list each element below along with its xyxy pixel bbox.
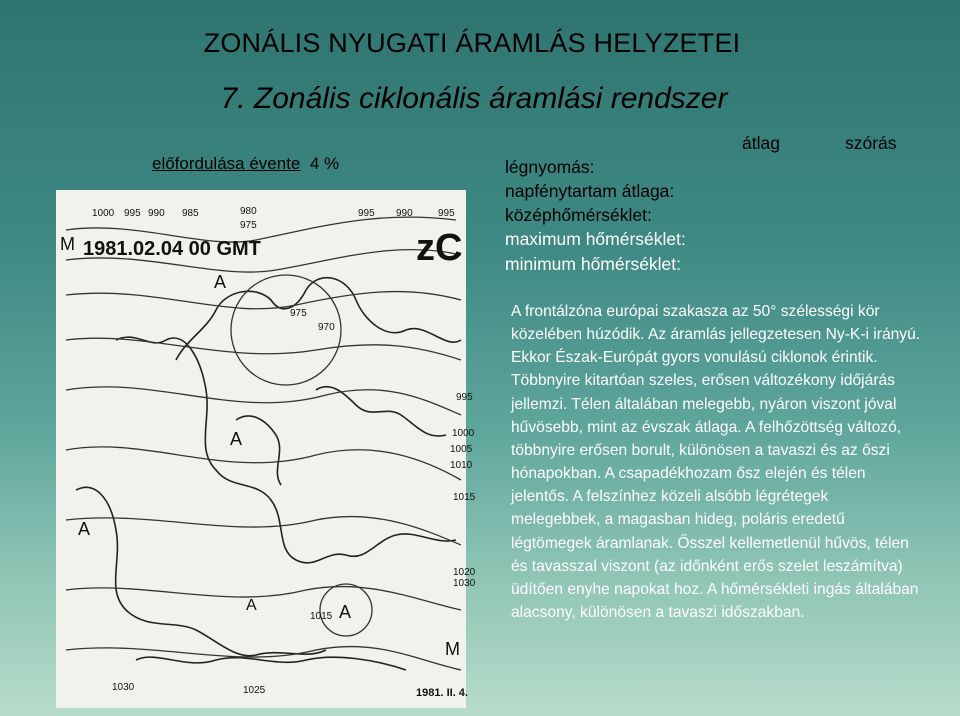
isobar-970: 970 [318,322,335,333]
isobar-1030: 1030 [112,682,135,693]
map-letter-m: M [60,234,75,254]
map-letter-a3: A [230,429,243,449]
map-letter-a4: A [339,602,352,622]
map-letter-m2: M [445,639,460,659]
isobar-995b: 995 [358,208,375,219]
isobar-1025: 1025 [243,685,266,696]
page-title: ZONÁLIS NYUGATI ÁRAMLÁS HELYZETEI [203,28,741,58]
frequency-label: előfordulása évente [152,154,301,173]
isobar-1030b: 1030 [453,578,476,589]
isobar-1000b: 1000 [452,428,475,439]
map-letter-a5: A [246,597,257,614]
map-corner-date: 1981. II. 4. [416,687,468,699]
stat-label: középhőmérséklet: [505,205,652,225]
map-date-label: 1981.02.04 00 GMT [83,238,261,260]
map-letter-a2: A [78,519,91,539]
isobar-980: 980 [240,206,257,217]
isobar-990b: 990 [396,208,413,219]
isobar-975b: 975 [290,308,307,319]
isobar-995c: 995 [438,208,455,219]
isobar-975a: 975 [240,220,257,231]
isobar-1015a: 1015 [453,492,476,503]
stat-label: napfénytartam átlaga: [505,181,675,201]
isobar-995d: 995 [456,392,473,403]
isobar-1000: 1000 [92,208,115,219]
isobar-1010: 1010 [450,460,473,471]
isobar-985: 985 [182,208,199,219]
map-type-label: zC [416,227,463,269]
map-letter-a1: A [214,272,227,292]
isobar-990a: 990 [148,208,165,219]
isobar-1005: 1005 [450,444,473,455]
weather-map [56,190,476,708]
isobar-995a: 995 [124,208,141,219]
frequency-value: 4 % [309,154,340,173]
description-text: A frontálzóna európai szakasza az 50° szélességi kör közelében húzódik. Az áramlás jellegzetesen Ny-K-i irányú. Ekkor Észak-Európát gyors vonulású ciklonok érintik. Többnyire kitartóan szeles, erősen változékony időjárás jellemzi. Télen általában melegebb, nyáron viszont jóval hűvösebb, mint az évszak átlaga. A felhőzöttség változó, többnyire erősen borult, különösen a tavaszi és az őszi hónapokban. A csapadékhozam ősz elején és télen jelentős. A felszínhez közeli alsóbb légrétegek melegebbek, a magasban hideg, poláris eredetű légtömegek áramlanak. Ősszel kellemetlenül hűvös, télen és tavasszal viszont (az időnként erős szelet leszámítva) üdítően enyhe napokat hoz. A hőmérsékleti ingás általában alacsony, különösen a tavaszi időszakban. [511,303,921,622]
stat-label: légnyomás: [505,157,595,177]
stat-label: maximum hőmérséklet: [505,229,686,249]
isobar-1015b: 1015 [310,611,333,622]
isobar-1020: 1020 [453,567,476,578]
map-background [56,190,466,708]
stats-header-avg: átlag [742,133,780,153]
page-subtitle: 7. Zonális ciklonális áramlási rendszer [220,82,728,115]
stat-label: minimum hőmérséklet: [505,254,682,274]
stats-header-sd: szórás [845,133,897,153]
